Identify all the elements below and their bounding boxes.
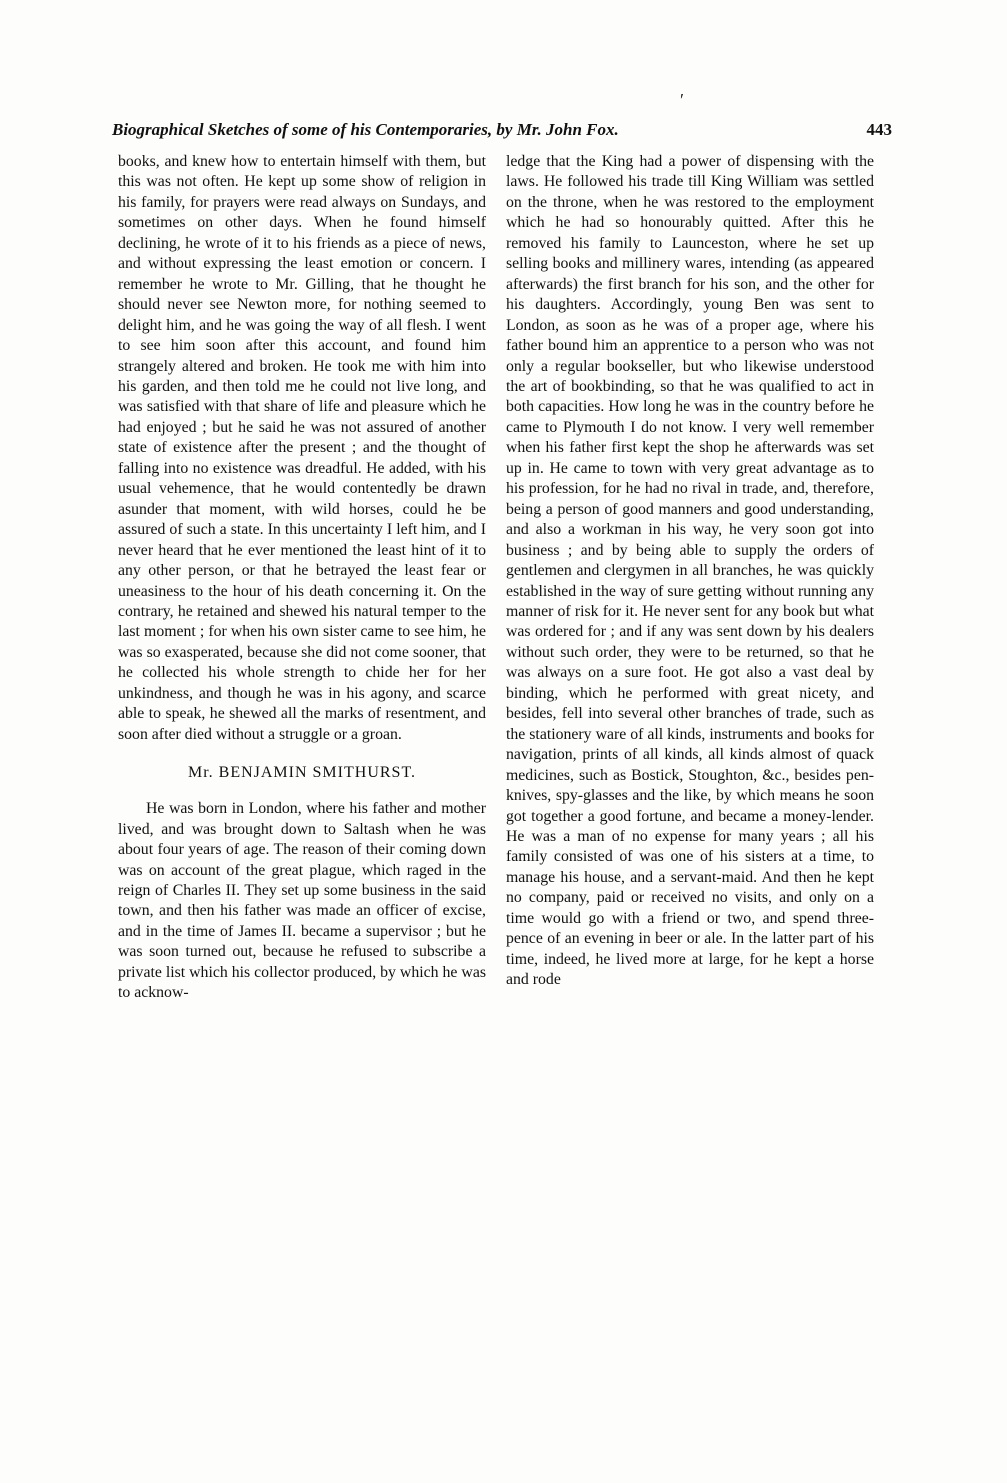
page-number: 443 (866, 120, 892, 139)
running-head (112, 120, 892, 146)
left-paragraph-biography: He was born in London, where his father and mother lived, and was brought down to Saltash when he was about four years of age. The reason of their coming down was on account of the great plague, which raged in the reign of Charles II. They set up some business in the said town, and then his father was made an officer of excise, and in the time of James II. became a supervisor ; but he was soon turned out, because he refused to subscribe a private list which his collector produced, by which he was to acknow- (118, 800, 486, 1002)
left-paragraph-continued: books, and knew how to entertain himself with them, but this was not often. He kept up some show of religion in his family, for prayers were read always on Sundays, and sometimes on other days. When he found himself declining, he wrote of it to his friends as a piece of news, and without expressing the least emotion or concern. I remember he wrote to Mr. Gilling, that he thought he should never see Newton more, for nothing seemed to delight him, and he was going the way of all flesh. I went to see him soon after this account, and found him strangely altered and broken. He took me with him into his garden, and then told me he could not live long, and was satisfied with that share of life and pleasure which he had enjoyed ; but he said he was not assured of another state of existence after the present ; and the thought of falling into no existence was dreadful. He added, with his usual vehemence, that he would contentedly be drawn asunder that moment, with wild horses, could he be assured of such a state. In this uncertainty I left him, and I never heard that he ever mentioned the least hint of it to any other person, or that he betrayed the least fear or uneasiness to the hour of his death concerning it. On the contrary, he retained and shewed his natural temper to the last moment ; for when his own sister came to see him, he was so exasperated, because she did not come sooner, that he collected his whole strength to chide her for her unkindness, and though he was in his agony, and scarce able to speak, he shewed all the marks of resentment, and soon after died without a struggle or a groan. (118, 153, 486, 743)
printer-mark: ′ (680, 90, 684, 110)
right-column (506, 152, 874, 991)
left-column (118, 152, 486, 1004)
right-paragraph: ledge that the King had a power of dispensing with the laws. He followed his trade till King William was settled on the throne, when he was restored to the employment which he had so honourably quitted. After this he removed his family to Launceston, where he set up selling books and millinery wares, intending (as appeared afterwards) the first branch for his son, and the other for his daughters. Accordingly, young Ben was sent to London, as soon as he was of a proper age, where his father bound him an apprentice to a person who was not only a regular bookseller, but who likewise understood the art of bookbinding, so that he was qualified to act in both capacities. How long he was in the country before he came to Plymouth I do not know. I very well remember when his father first kept the shop he afterwards was set up in. He came to town with very great advantage as to his profession, for he had no rival in trade, and, therefore, being a person of good manners and good understanding, and also a workman in his way, he very soon got into business ; and by being able to supply the orders of gentlemen and clergymen in all branches, he was quickly established in the way of sure getting without running any manner of risk for it. He never sent for any book but what was ordered for ; and if any was sent down by his dealers without such order, they were to be returned, so that he was always on a sure foot. He got also a vast deal by binding, which he performed with great nicety, and besides, fell into several other branches of trade, such as the stationery ware of all kinds, instruments and books for navigation, prints of all kinds, all kinds almost of quack medicines, such as Bostick, Stoughton, &c., besides pen-knives, spy-glasses and the like, by which means he soon got together a good fortune, and became a money-lender. He was a man of no expense for many years ; all his family consisted of was one of his sisters at a time, to manage his house, and a servant-maid. And then he kept no company, paid or received no visits, and only on a time would go with a friend or two, and spend three-pence of an evening in beer or ale. In the latter part of his time, indeed, he lived more at large, for he kept a horse and rode (506, 153, 874, 989)
running-title: Biographical Sketches of some of his Contemporaries, by Mr. John Fox. (112, 120, 619, 139)
section-heading: Mr. BENJAMIN SMITHURST. (187, 764, 417, 782)
